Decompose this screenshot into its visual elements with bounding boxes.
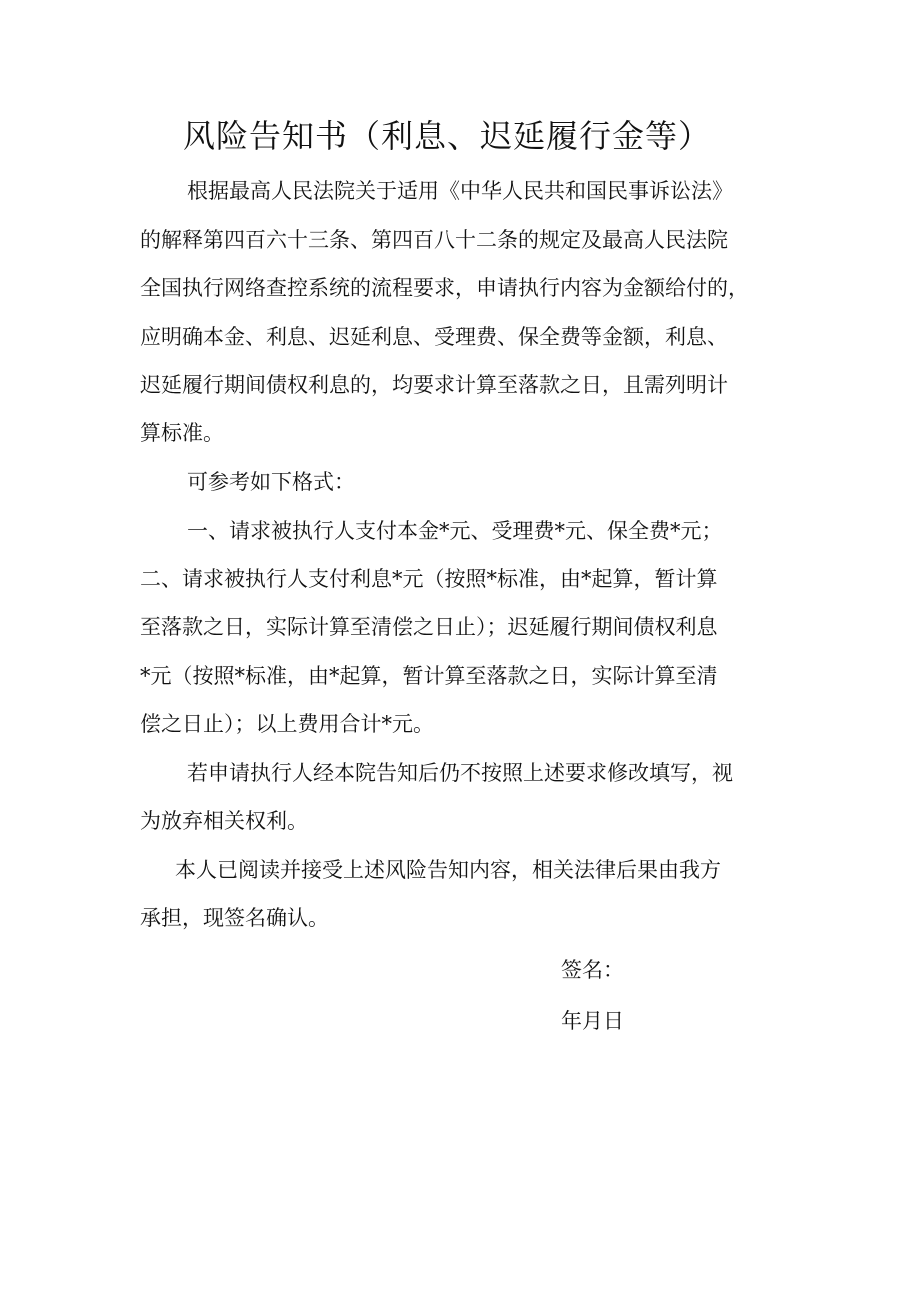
paragraph-1-line-1: 根据最高人民法院关于适用《中华人民共和国民事诉讼法》	[187, 179, 733, 203]
paragraph-4-line-1: 若申请执行人经本院告知后仍不按照上述要求修改填写，视	[187, 761, 733, 785]
paragraph-3-line-2: 二、请求被执行人支付利息*元（按照*标准，由*起算，暂计算	[140, 567, 718, 591]
signature-label: 签名：	[561, 958, 624, 982]
paragraph-4-line-2: 为放弃相关权利。	[140, 809, 308, 833]
paragraph-2-line-1: 可参考如下格式：	[187, 470, 355, 494]
paragraph-1-line-2: 的解释第四百六十三条、第四百八十二条的规定及最高人民法院	[140, 228, 728, 252]
paragraph-1-line-3: 全国执行网络查控系统的流程要求，申请执行内容为金额给付的，	[140, 276, 749, 300]
paragraph-5-line-2: 承担，现签名确认。	[140, 906, 329, 930]
paragraph-1-line-5: 迟延履行期间债权利息的，均要求计算至落款之日，且需列明计	[140, 373, 728, 397]
document-title: 风险告知书（利息、迟延履行金等）	[183, 117, 712, 155]
paragraph-1-line-4: 应明确本金、利息、迟延利息、受理费、保全费等金额，利息、	[140, 325, 728, 349]
paragraph-5-line-1: 本人已阅读并接受上述风险告知内容，相关法律后果由我方	[175, 858, 721, 882]
date-label: 年月日	[561, 1009, 624, 1033]
paragraph-3-line-5: 偿之日止）；以上费用合计*元。	[140, 712, 434, 736]
paragraph-3-line-1: 一、请求被执行人支付本金*元、受理费*元、保全费*元；	[187, 519, 723, 543]
paragraph-1-line-6: 算标准。	[140, 421, 224, 445]
paragraph-3-line-3: 至落款之日，实际计算至清偿之日止）；迟延履行期间债权利息	[140, 615, 718, 639]
paragraph-3-line-4: *元（按照*标准，由*起算，暂计算至落款之日，实际计算至清	[140, 664, 718, 688]
